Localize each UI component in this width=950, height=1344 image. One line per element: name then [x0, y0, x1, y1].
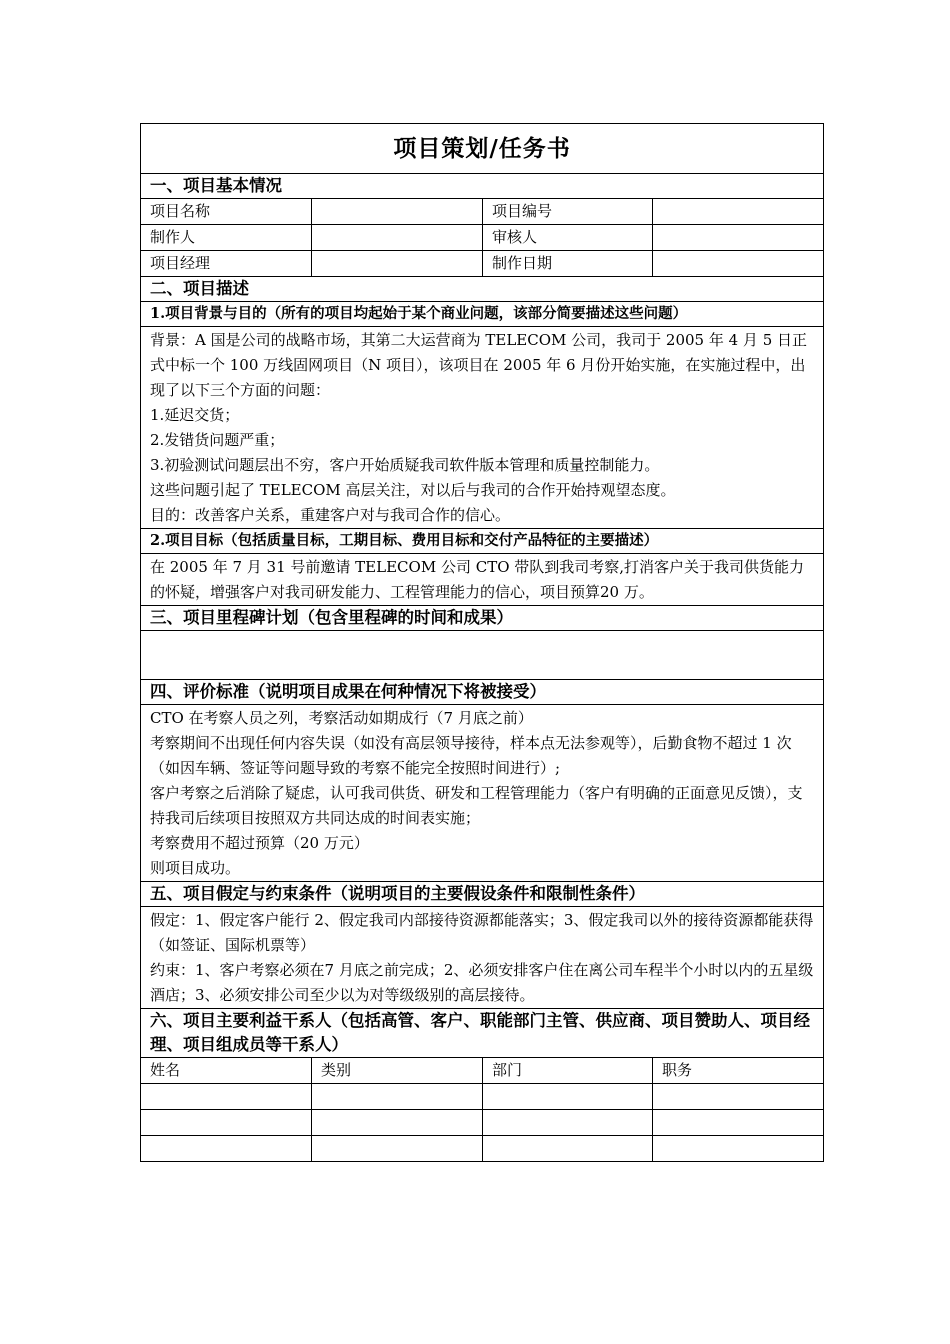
goal-content: [141, 554, 824, 606]
stakeholder-header-row: [141, 1058, 824, 1084]
stakeholder-position-cell[interactable]: [653, 1136, 824, 1162]
info-row: [141, 251, 824, 277]
assumptions-text: 假定：1、假定客户能行 2、假定我司内部接待资源都能落实；3、假定我司以外的接待资源都能获得（如签证、国际机票等）: [150, 911, 814, 954]
title-row: [141, 124, 824, 174]
page-title: 项目策划/任务书: [141, 124, 824, 174]
background-content: [141, 327, 824, 529]
task-form-table: [140, 123, 824, 1162]
field-reviewer[interactable]: [653, 225, 824, 251]
label-project-number: 项目编号: [483, 199, 653, 225]
background-heading: 1.项目背景与目的（所有的项目均起始于某个商业问题，该部分简要描述这些问题）: [141, 302, 824, 327]
stakeholder-name-cell[interactable]: [141, 1084, 312, 1110]
column-header-name: 姓名: [141, 1058, 312, 1084]
task-document: [140, 123, 823, 1162]
stakeholder-category-cell[interactable]: [312, 1136, 483, 1162]
assumption-row: [141, 907, 824, 1009]
info-row: [141, 199, 824, 225]
milestone-field[interactable]: [141, 631, 824, 680]
column-header-department: 部门: [483, 1058, 653, 1084]
field-project-name[interactable]: [312, 199, 483, 225]
stakeholder-category-cell[interactable]: [312, 1084, 483, 1110]
milestone-row: [141, 631, 824, 680]
criteria-item: 客户考察之后消除了疑虑，认可我司供货、研发和工程管理能力（客户有明确的正面意见反馈），支持我司后续项目按照双方共同达成的时间表实施；: [150, 784, 803, 827]
section1-heading: 一、项目基本情况: [141, 174, 824, 199]
problem-item: 3.初验测试问题层出不穷，客户开始质疑我司软件版本管理和质量控制能力。: [150, 456, 660, 474]
field-author[interactable]: [312, 225, 483, 251]
section4-heading-row: [141, 680, 824, 705]
concern-line: 这些问题引起了 TELECOM 高层关注，对以后与我司的合作开始持观望态度。: [150, 481, 676, 499]
purpose-line: 目的：改善客户关系，重建客户对与我司合作的信心。: [150, 506, 511, 524]
table-row: [141, 1110, 824, 1136]
criteria-content: [141, 705, 824, 882]
criteria-conclusion: 则项目成功。: [150, 859, 241, 877]
stakeholder-category-cell[interactable]: [312, 1110, 483, 1136]
section6-heading: 六、项目主要利益干系人（包括高管、客户、职能部门主管、供应商、项目赞助人、项目经理、项目组成员等干系人）: [141, 1009, 824, 1058]
background-paragraph: 背景：A 国是公司的战略市场，其第二大运营商为 TELECOM 公司，我司于 2005 年 4 月 5 日正式中标一个 100 万线固网项目（N 项目），该项目在 2005 年 6 月份开始实施，在实施过程中，出现了以下三个方面的问题：: [150, 331, 808, 399]
stakeholder-department-cell[interactable]: [483, 1084, 653, 1110]
stakeholder-department-cell[interactable]: [483, 1136, 653, 1162]
section2-heading-row: [141, 277, 824, 302]
section5-heading-row: [141, 882, 824, 907]
section4-heading: 四、评价标准（说明项目成果在何种情况下将被接受）: [141, 680, 824, 705]
label-date: 制作日期: [483, 251, 653, 277]
stakeholder-name-cell[interactable]: [141, 1110, 312, 1136]
section6-heading-row: [141, 1009, 824, 1058]
field-date[interactable]: [653, 251, 824, 277]
label-project-name: 项目名称: [141, 199, 312, 225]
section3-heading: 三、项目里程碑计划（包含里程碑的时间和成果）: [141, 606, 824, 631]
field-project-number[interactable]: [653, 199, 824, 225]
sub2-heading-row: [141, 529, 824, 554]
info-row: [141, 225, 824, 251]
background-row: [141, 327, 824, 529]
stakeholder-department-cell[interactable]: [483, 1110, 653, 1136]
column-header-position: 职务: [653, 1058, 824, 1084]
label-reviewer: 审核人: [483, 225, 653, 251]
table-row: [141, 1084, 824, 1110]
stakeholder-name-cell[interactable]: [141, 1136, 312, 1162]
assumption-content: [141, 907, 824, 1009]
field-project-manager[interactable]: [312, 251, 483, 277]
criteria-item: CTO 在考察人员之列，考察活动如期成行（7 月底之前）: [150, 709, 533, 727]
goal-row: [141, 554, 824, 606]
stakeholder-position-cell[interactable]: [653, 1110, 824, 1136]
goal-heading: 2.项目目标（包括质量目标，工期目标、费用目标和交付产品特征的主要描述）: [141, 529, 824, 554]
sub1-heading-row: [141, 302, 824, 327]
constraints-text: 约束：1、客户考察必须在7 月底之前完成；2、必须安排客户住在离公司车程半个小时以内的五星级酒店；3、必须安排公司至少以为对等级级别的高层接待。: [150, 961, 814, 1004]
section1-heading-row: [141, 174, 824, 199]
problem-item: 2.发错货问题严重；: [150, 431, 285, 449]
section5-heading: 五、项目假定与约束条件（说明项目的主要假设条件和限制性条件）: [141, 882, 824, 907]
table-row: [141, 1136, 824, 1162]
stakeholder-position-cell[interactable]: [653, 1084, 824, 1110]
goal-paragraph: 在 2005 年 7 月 31 号前邀请 TELECOM 公司 CTO 带队到我司考察,打消客户关于我司供货能力的怀疑，增强客户对我司研发能力、工程管理能力的信心，项目预算20 万。: [150, 558, 805, 601]
label-author: 制作人: [141, 225, 312, 251]
criteria-item: 考察费用不超过预算（20 万元）: [150, 834, 369, 852]
section3-heading-row: [141, 606, 824, 631]
label-project-manager: 项目经理: [141, 251, 312, 277]
criteria-item: 考察期间不出现任何内容失误（如没有高层领导接待，样本点无法参观等），后勤食物不超过 1 次（如因车辆、签证等问题导致的考察不能完全按照时间进行）;: [150, 734, 792, 777]
section2-heading: 二、项目描述: [141, 277, 824, 302]
criteria-row: [141, 705, 824, 882]
column-header-category: 类别: [312, 1058, 483, 1084]
problem-item: 1.延迟交货；: [150, 406, 240, 424]
